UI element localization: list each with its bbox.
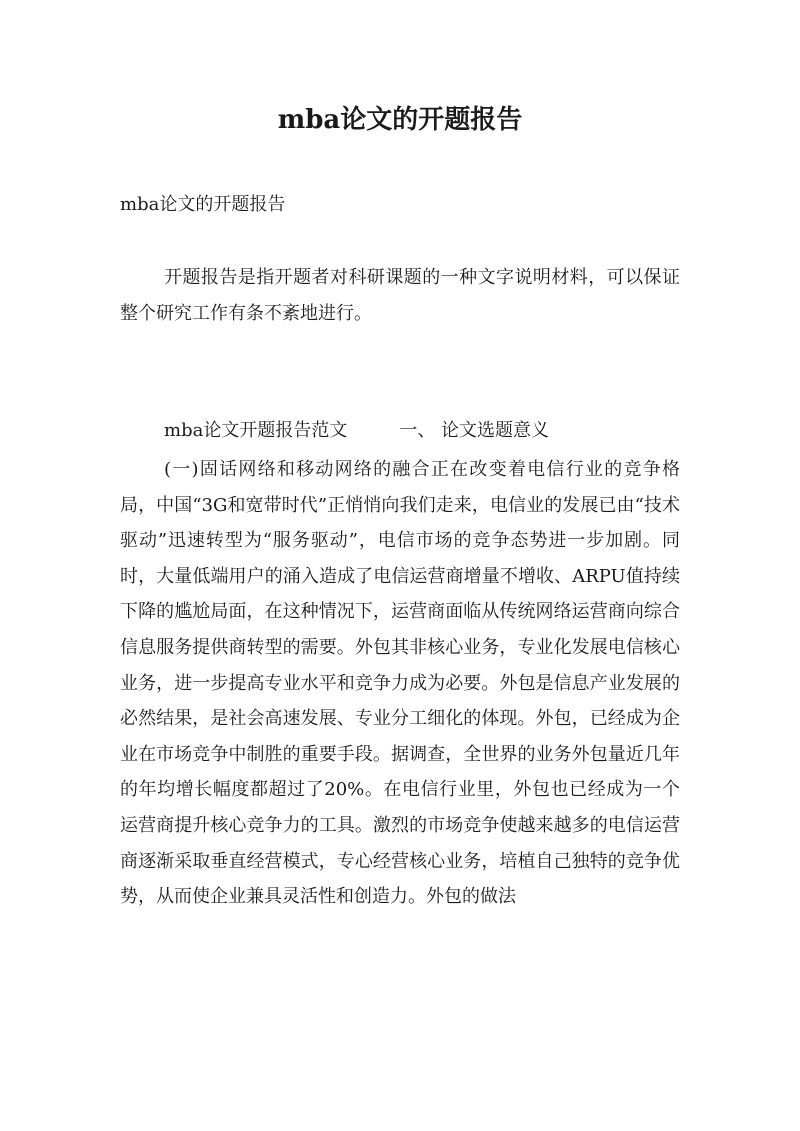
body-paragraph: (一)固话网络和移动网络的融合正在改变着电信行业的竞争格局，中国“3G和宽带时代”正悄悄向我们走来，电信业的发展已由“技术驱动”迅速转型为“服务驱动”，电信市场的竞争态势进一步加剧。同时，大量低端用户的涌入造成了电信运营商增量不增收、ARPU值持续下降的尴尬局面，在这种情况下，运营商面临从传统网络运营商向综合信息服务提供商转型的需要。外包其非核心业务，专业化发展电信核心业务，进一步提高专业水平和竞争力成为必要。外包是信息产业发展的必然结果，是社会高速发展、专业分工细化的体现。外包，已经成为企业在市场竞争中制胜的重要手段。据调查，全世界的业务外包量近几年的年均增长幅度都超过了20%。在电信行业里，外包也已经成为一个运营商提升核心竞争力的工具。激烈的市场竞争使越来越多的电信运营商逐渐采取垂直经营模式，专心经营核心业务，培植自己独特的竞争优势，从而使企业兼具灵活性和创造力。外包的做法 [120, 459, 680, 908]
document-subtitle: mba论文的开题报告 [120, 194, 286, 215]
document-title: mba论文的开题报告 [277, 105, 523, 135]
section-label: mba论文开题报告范文 [164, 420, 348, 441]
intro-paragraph: 开题报告是指开题者对科研课题的一种文字说明材料，可以保证整个研究工作有条不紊地进行。 [120, 267, 680, 324]
section-heading: 一、 论文选题意义 [399, 420, 550, 441]
section-line [164, 414, 549, 448]
